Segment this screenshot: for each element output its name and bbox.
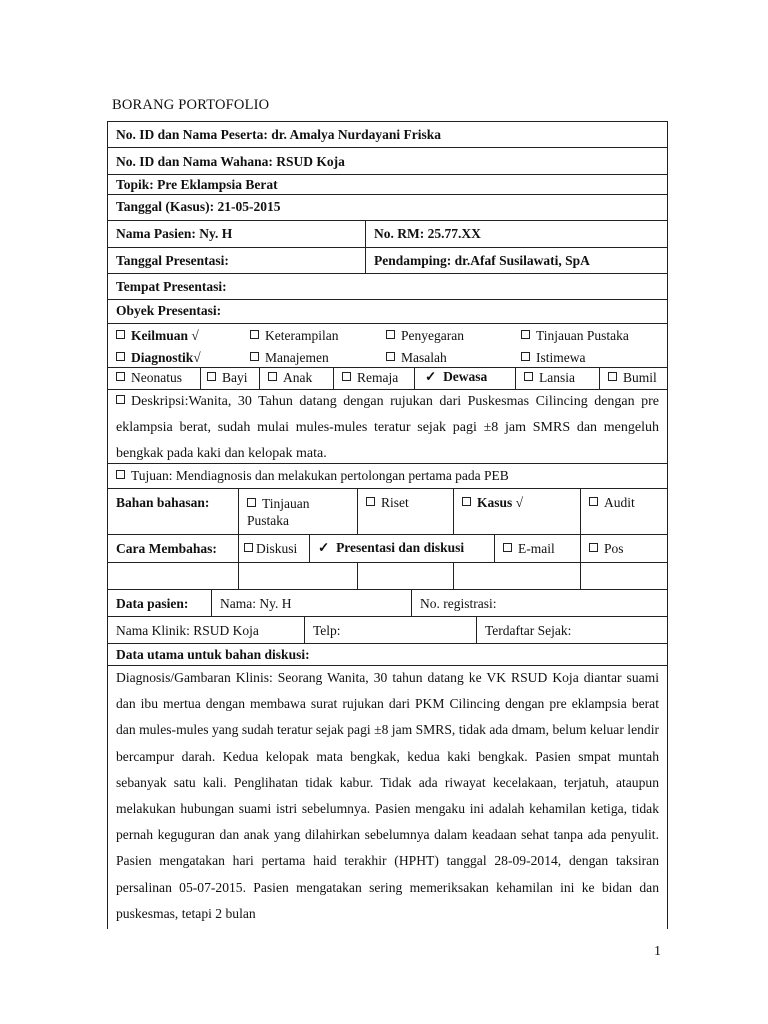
- bahan-tinjauan-pustaka[interactable]: Tinjauan Pustaka: [238, 489, 357, 534]
- option-istimewa[interactable]: Istimewa: [521, 350, 586, 366]
- cara-diskusi[interactable]: Diskusi: [238, 535, 309, 562]
- peserta-text: No. ID dan Nama Peserta: dr. Amalya Nurdayani Friska: [116, 127, 442, 142]
- bahan-riset[interactable]: Riset: [357, 489, 453, 534]
- option-tinjauan-pustaka[interactable]: Tinjauan Pustaka: [521, 328, 629, 344]
- row-tujuan: [108, 464, 667, 489]
- option-penyegaran[interactable]: Penyegaran: [386, 328, 464, 344]
- cara-email[interactable]: E-mail: [494, 535, 580, 562]
- bahan-label: Bahan bahasan:: [116, 495, 210, 510]
- obyek-presentasi-text: Obyek Presentasi:: [116, 303, 222, 318]
- row-empty: [108, 563, 667, 590]
- bahan-audit[interactable]: Audit: [580, 489, 667, 534]
- cell-no-registrasi: [411, 590, 667, 616]
- data-utama-text: Data utama untuk bahan diskusi:: [116, 647, 310, 662]
- row-tanggal-kasus: [108, 195, 667, 221]
- cara-presentasi-diskusi[interactable]: ✓ Presentasi dan diskusi: [309, 535, 494, 562]
- row-obyek-options: [108, 324, 667, 368]
- cell-data-pasien-nama: [211, 590, 411, 616]
- row-data-pasien: [108, 590, 667, 617]
- row-tempat-presentasi: [108, 274, 667, 300]
- row-obyek-presentasi: [108, 300, 667, 324]
- checkbox-icon: [244, 543, 253, 552]
- nama-pasien-text: Nama Pasien: Ny. H: [116, 226, 233, 241]
- data-pasien-label: Data pasien:: [116, 596, 189, 611]
- check-icon: ✓: [318, 540, 330, 555]
- kategori-anak[interactable]: Anak: [259, 368, 333, 389]
- wahana-text: No. ID dan Nama Wahana: RSUD Koja: [116, 154, 345, 169]
- checkbox-icon: [116, 330, 125, 339]
- checkbox-icon: [366, 497, 375, 506]
- check-icon: ✓: [425, 369, 437, 384]
- no-rm-text: No. RM: 25.77.XX: [374, 226, 481, 241]
- cell-telp: [304, 617, 476, 643]
- checkbox-icon: [116, 470, 125, 479]
- empty-cell: [580, 563, 667, 589]
- option-diagnostik[interactable]: Diagnostik√: [116, 350, 201, 366]
- bahan-kasus[interactable]: Kasus √: [453, 489, 580, 534]
- checkbox-icon: [386, 330, 395, 339]
- checkbox-icon: [462, 497, 471, 506]
- empty-cell: [357, 563, 453, 589]
- checkbox-icon: [589, 497, 598, 506]
- telp: Telp:: [313, 623, 341, 638]
- checkbox-icon: [268, 372, 277, 381]
- checkbox-icon: [503, 543, 512, 552]
- kategori-lansia[interactable]: Lansia: [515, 368, 599, 389]
- checkbox-icon: [250, 352, 259, 361]
- checkbox-icon: [589, 543, 598, 552]
- kategori-neonatus[interactable]: Neonatus: [108, 368, 200, 389]
- tanggal-kasus-text: Tanggal (Kasus): 21-05-2015: [116, 199, 281, 214]
- row-klinik: [108, 617, 667, 644]
- checkbox-icon: [207, 372, 216, 381]
- tanggal-presentasi-text: Tanggal Presentasi:: [116, 253, 229, 268]
- kategori-dewasa[interactable]: ✓ Dewasa: [414, 368, 515, 389]
- nama-klinik: Nama Klinik: RSUD Koja: [116, 623, 259, 638]
- checkbox-icon: [116, 372, 125, 381]
- cell-pendamping: [365, 248, 667, 273]
- option-masalah[interactable]: Masalah: [386, 350, 447, 366]
- option-manajemen[interactable]: Manajemen: [250, 350, 329, 366]
- empty-cell: [238, 563, 357, 589]
- option-keilmuan[interactable]: Keilmuan √: [116, 328, 199, 344]
- cell-no-rm: [365, 221, 667, 247]
- kategori-remaja[interactable]: Remaja: [333, 368, 414, 389]
- row-topik: [108, 175, 667, 195]
- row-pasien-rm: [108, 221, 667, 248]
- topik-text: Topik: Pre Eklampsia Berat: [116, 177, 278, 192]
- pendamping-text: Pendamping: dr.Afaf Susilawati, SpA: [374, 253, 590, 268]
- tujuan-text: Tujuan: Mendiagnosis dan melakukan pertolongan pertama pada PEB: [116, 468, 509, 484]
- data-pasien-nama: Nama: Ny. H: [220, 596, 292, 611]
- tempat-presentasi-text: Tempat Presentasi:: [116, 279, 227, 294]
- page-title: BORANG PORTOFOLIO: [112, 97, 270, 113]
- option-keterampilan[interactable]: Keterampilan: [250, 328, 338, 344]
- empty-cell: [453, 563, 580, 589]
- cell-terdaftar: [476, 617, 667, 643]
- no-registrasi: No. registrasi:: [420, 596, 497, 611]
- checkbox-icon: [116, 395, 125, 404]
- row-peserta: [108, 122, 667, 148]
- checkbox-icon: [250, 330, 259, 339]
- checkbox-icon: [342, 372, 351, 381]
- cara-label: Cara Membahas:: [116, 541, 217, 556]
- checkbox-icon: [521, 352, 530, 361]
- checkbox-icon: [521, 330, 530, 339]
- portfolio-form-table: [107, 121, 668, 929]
- page-number: 1: [654, 944, 661, 959]
- terdaftar: Terdaftar Sejak:: [485, 623, 572, 638]
- row-wahana: [108, 148, 667, 175]
- checkbox-icon: [608, 372, 617, 381]
- checkbox-icon: [386, 352, 395, 361]
- checkbox-icon: [116, 352, 125, 361]
- row-kategori: [108, 368, 667, 390]
- row-presentasi-pendamping: [108, 248, 667, 274]
- row-bahan-bahasan: [108, 489, 667, 535]
- row-data-utama: [108, 644, 667, 666]
- diagnosis-text: Diagnosis/Gambaran Klinis: Seorang Wanita, 30 tahun datang ke VK RSUD Koja diantar suami dan ibu mertua dengan membawa surat rujukan dari PKM Cilincing dengan pre eklampsia berat dan mules-mules yang sudah teratur sejak pagi ±8 jam SMRS, tidak ada dmam, belum keluar lendir bercampur darah. Kedua kelopak mata bengkak, kedua kaki bengkak. Pasien smpat muntah sebanyak satu kali. Penglihatan tidak kabur. Tidak ada riwayat kecelakaan, terjatuh, ataupun melakukan hubungan suami istri sebelumnya. Pasien mengaku ini adalah kehamilan ketiga, tidak pernah keguguran dan anak yang dilahirkan sebelumnya dalam keadaan sehat tanpa ada penyulit. Pasien mengatakan hari pertama haid terakhir (HPHT) tanggal 28-09-2014, dengan taksiran persalinan 05-07-2015. Pasien mengatakan sering memeriksakan kehamilan ini ke bidan dan puskesmas, tetapi 2 bulan: [116, 670, 659, 921]
- deskripsi-text: Deskripsi:Wanita, 30 Tahun datang dengan rujukan dari Puskesmas Cilincing dengan pre eklampsia berat, sudah mulai mules-mules teratur sejak pagi ±8 jam SMRS dan mengeluh bengkak pada kaki dan kelopak mata.: [116, 394, 659, 461]
- kategori-bayi[interactable]: Bayi: [200, 368, 259, 389]
- cara-pos[interactable]: Pos: [580, 535, 667, 562]
- checkbox-icon: [524, 372, 533, 381]
- row-deskripsi: [108, 390, 667, 464]
- kategori-bumil[interactable]: Bumil: [599, 368, 667, 389]
- row-cara-membahas: [108, 535, 667, 563]
- checkbox-icon: [247, 498, 256, 507]
